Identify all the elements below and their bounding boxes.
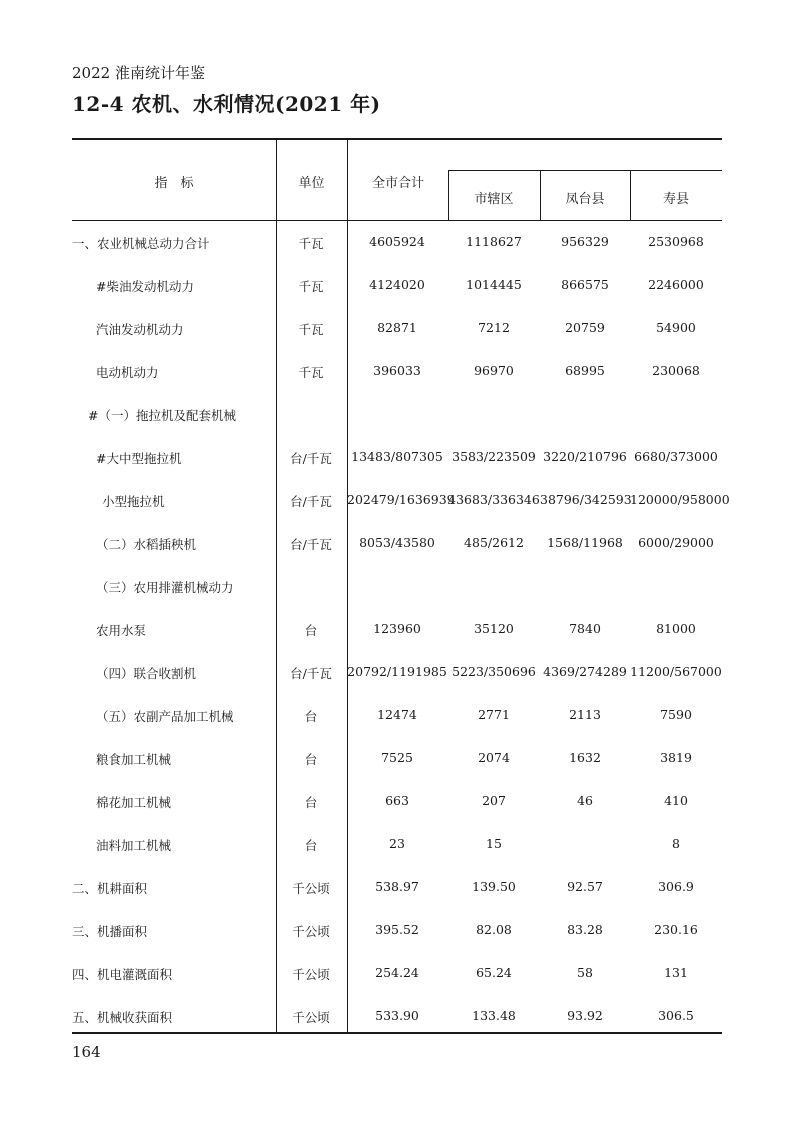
- row-total: 123960: [373, 621, 421, 636]
- row-district-1: 35120: [474, 621, 514, 636]
- row-total: 12474: [377, 707, 417, 722]
- row-label: #柴油发动机动力: [96, 279, 194, 294]
- row-total: 4605924: [369, 234, 425, 249]
- row-district-1: 5223/350696: [452, 664, 536, 679]
- row-district-2: 866575: [561, 277, 609, 292]
- row-label: （五）农副产品加工机械: [96, 709, 234, 724]
- row-unit: 台/千瓦: [290, 451, 332, 466]
- header-unit: 单位: [298, 176, 325, 191]
- row-label: 小型拖拉机: [102, 494, 165, 509]
- row-district-2: 83.28: [567, 922, 603, 937]
- row-district-2: 2113: [569, 707, 601, 722]
- row-district-3: 2246000: [648, 277, 704, 292]
- row-total: 538.97: [375, 879, 419, 894]
- row-label: 棉花加工机械: [96, 795, 172, 810]
- row-district-2: 1632: [569, 750, 601, 765]
- table-row: [72, 449, 722, 469]
- row-district-1: 1014445: [466, 277, 522, 292]
- row-district-1: 3583/223509: [452, 449, 536, 464]
- row-total: 4124020: [369, 277, 425, 292]
- row-district-2: 93.92: [567, 1008, 603, 1023]
- row-unit: 千公顷: [292, 924, 330, 939]
- row-district-3: 11200/567000: [630, 664, 722, 679]
- row-unit: 千瓦: [298, 322, 324, 337]
- row-district-3: 2530968: [648, 234, 704, 249]
- header-district-2: 凤台县: [565, 192, 605, 207]
- row-total: 8053/43580: [359, 535, 435, 550]
- row-label: （四）联合收割机: [96, 666, 197, 681]
- row-total: 395.52: [375, 922, 419, 937]
- row-district-2: 1568/11968: [547, 535, 623, 550]
- row-total: 82871: [377, 320, 417, 335]
- row-district-3: 120000/958000: [630, 492, 730, 507]
- row-district-2: 38796/342593: [540, 492, 632, 507]
- row-district-1: 2074: [478, 750, 510, 765]
- row-total: 13483/807305: [351, 449, 443, 464]
- table-row: [72, 535, 722, 555]
- row-label: 四、机电灌溉面积: [72, 967, 173, 982]
- table-row: [72, 793, 722, 813]
- row-unit: 千瓦: [298, 279, 324, 294]
- row-district-2: 46: [577, 793, 593, 808]
- table-row: [72, 922, 722, 942]
- row-district-3: 306.9: [658, 879, 694, 894]
- row-district-2: 3220/210796: [543, 449, 627, 464]
- row-label: 电动机动力: [96, 365, 159, 380]
- row-district-2: 7840: [569, 621, 601, 636]
- row-label: #（一）拖拉机及配套机械: [88, 408, 236, 423]
- row-unit: 台: [304, 752, 318, 767]
- table-top-rule: [72, 138, 722, 140]
- row-total: 254.24: [375, 965, 419, 980]
- row-district-3: 7590: [660, 707, 692, 722]
- row-district-1: 65.24: [476, 965, 512, 980]
- row-total: 7525: [381, 750, 413, 765]
- table-row: [72, 621, 722, 641]
- table-row: [72, 1008, 722, 1028]
- row-district-1: 1118627: [466, 234, 522, 249]
- row-unit: 台/千瓦: [290, 494, 332, 509]
- row-district-2: 20759: [565, 320, 605, 335]
- row-district-3: 3819: [660, 750, 692, 765]
- row-label: 汽油发动机动力: [96, 322, 184, 337]
- row-unit: 台/千瓦: [290, 537, 332, 552]
- row-district-1: 485/2612: [464, 535, 524, 550]
- row-label: 二、机耕面积: [72, 881, 148, 896]
- header-total: 全市合计: [371, 176, 424, 191]
- row-label: 油料加工机械: [96, 838, 172, 853]
- row-district-3: 306.5: [658, 1008, 694, 1023]
- table-row: [72, 879, 722, 899]
- page-title: 12-4 农机、水利情况(2021 年): [72, 92, 381, 116]
- row-district-1: 43683/336346: [448, 492, 540, 507]
- running-head: 2022 淮南统计年鉴: [72, 64, 205, 82]
- table-row: [72, 492, 730, 512]
- header-indicator: 指 标: [154, 176, 194, 191]
- row-label: 一、农业机械总动力合计: [72, 236, 210, 251]
- table-row: [72, 750, 722, 770]
- row-district-3: 6680/373000: [634, 449, 718, 464]
- row-unit: 千公顷: [292, 881, 330, 896]
- row-unit: 千瓦: [298, 365, 324, 380]
- row-unit: 台/千瓦: [290, 666, 332, 681]
- row-district-1: 15: [486, 836, 502, 851]
- row-district-3: 230.16: [654, 922, 698, 937]
- row-district-3: 54900: [656, 320, 696, 335]
- row-unit: 台: [304, 709, 318, 724]
- row-total: 396033: [373, 363, 421, 378]
- row-district-2: 4369/274289: [543, 664, 627, 679]
- row-label: 三、机播面积: [72, 924, 148, 939]
- row-label: （三）农用排灌机械动力: [96, 580, 234, 595]
- row-district-3: 131: [664, 965, 688, 980]
- row-label: 粮食加工机械: [96, 752, 172, 767]
- row-label: #大中型拖拉机: [96, 451, 182, 466]
- row-label: （二）水稻插秧机: [96, 537, 197, 552]
- row-unit: 台: [304, 623, 318, 638]
- table-row: [72, 406, 722, 426]
- table-row: [72, 707, 722, 727]
- table-row: [72, 664, 722, 684]
- row-unit: 千公顷: [292, 1010, 330, 1025]
- row-district-2: 68995: [565, 363, 605, 378]
- table-row: [72, 578, 722, 598]
- table-header-rule: [72, 220, 722, 221]
- row-total: 20792/1191985: [347, 664, 447, 679]
- table-row: [72, 320, 722, 340]
- page-number: 164: [72, 1043, 101, 1061]
- row-district-2: 956329: [561, 234, 609, 249]
- table-row: [72, 836, 722, 856]
- row-district-3: 230068: [652, 363, 700, 378]
- row-label: 五、机械收获面积: [72, 1010, 173, 1025]
- row-district-1: 96970: [474, 363, 514, 378]
- row-district-3: 6000/29000: [638, 535, 714, 550]
- row-district-1: 82.08: [476, 922, 512, 937]
- row-district-1: 133.48: [472, 1008, 516, 1023]
- row-district-1: 139.50: [472, 879, 516, 894]
- row-district-1: 2771: [478, 707, 510, 722]
- row-unit: 台: [304, 838, 318, 853]
- table-row: [72, 234, 722, 254]
- table-bottom-rule: [72, 1032, 722, 1034]
- row-district-2: 92.57: [567, 879, 603, 894]
- row-total: 663: [385, 793, 409, 808]
- table-row: [72, 277, 722, 297]
- row-district-1: 7212: [478, 320, 510, 335]
- row-district-2: 58: [577, 965, 593, 980]
- row-unit: 千瓦: [298, 236, 324, 251]
- header-district-1: 市辖区: [474, 192, 514, 207]
- table-row: [72, 363, 722, 383]
- row-total: 23: [389, 836, 405, 851]
- row-district-3: 410: [664, 793, 688, 808]
- row-unit: 千公顷: [292, 967, 330, 982]
- table-row: [72, 965, 722, 985]
- row-district-3: 81000: [656, 621, 696, 636]
- row-total: 202479/1636939: [347, 492, 455, 507]
- row-total: 533.90: [375, 1008, 419, 1023]
- row-district-1: 207: [482, 793, 506, 808]
- header-district-3: 寿县: [662, 192, 689, 207]
- row-district-3: 8: [672, 836, 680, 851]
- row-unit: 台: [304, 795, 318, 810]
- row-label: 农用水泵: [96, 623, 147, 638]
